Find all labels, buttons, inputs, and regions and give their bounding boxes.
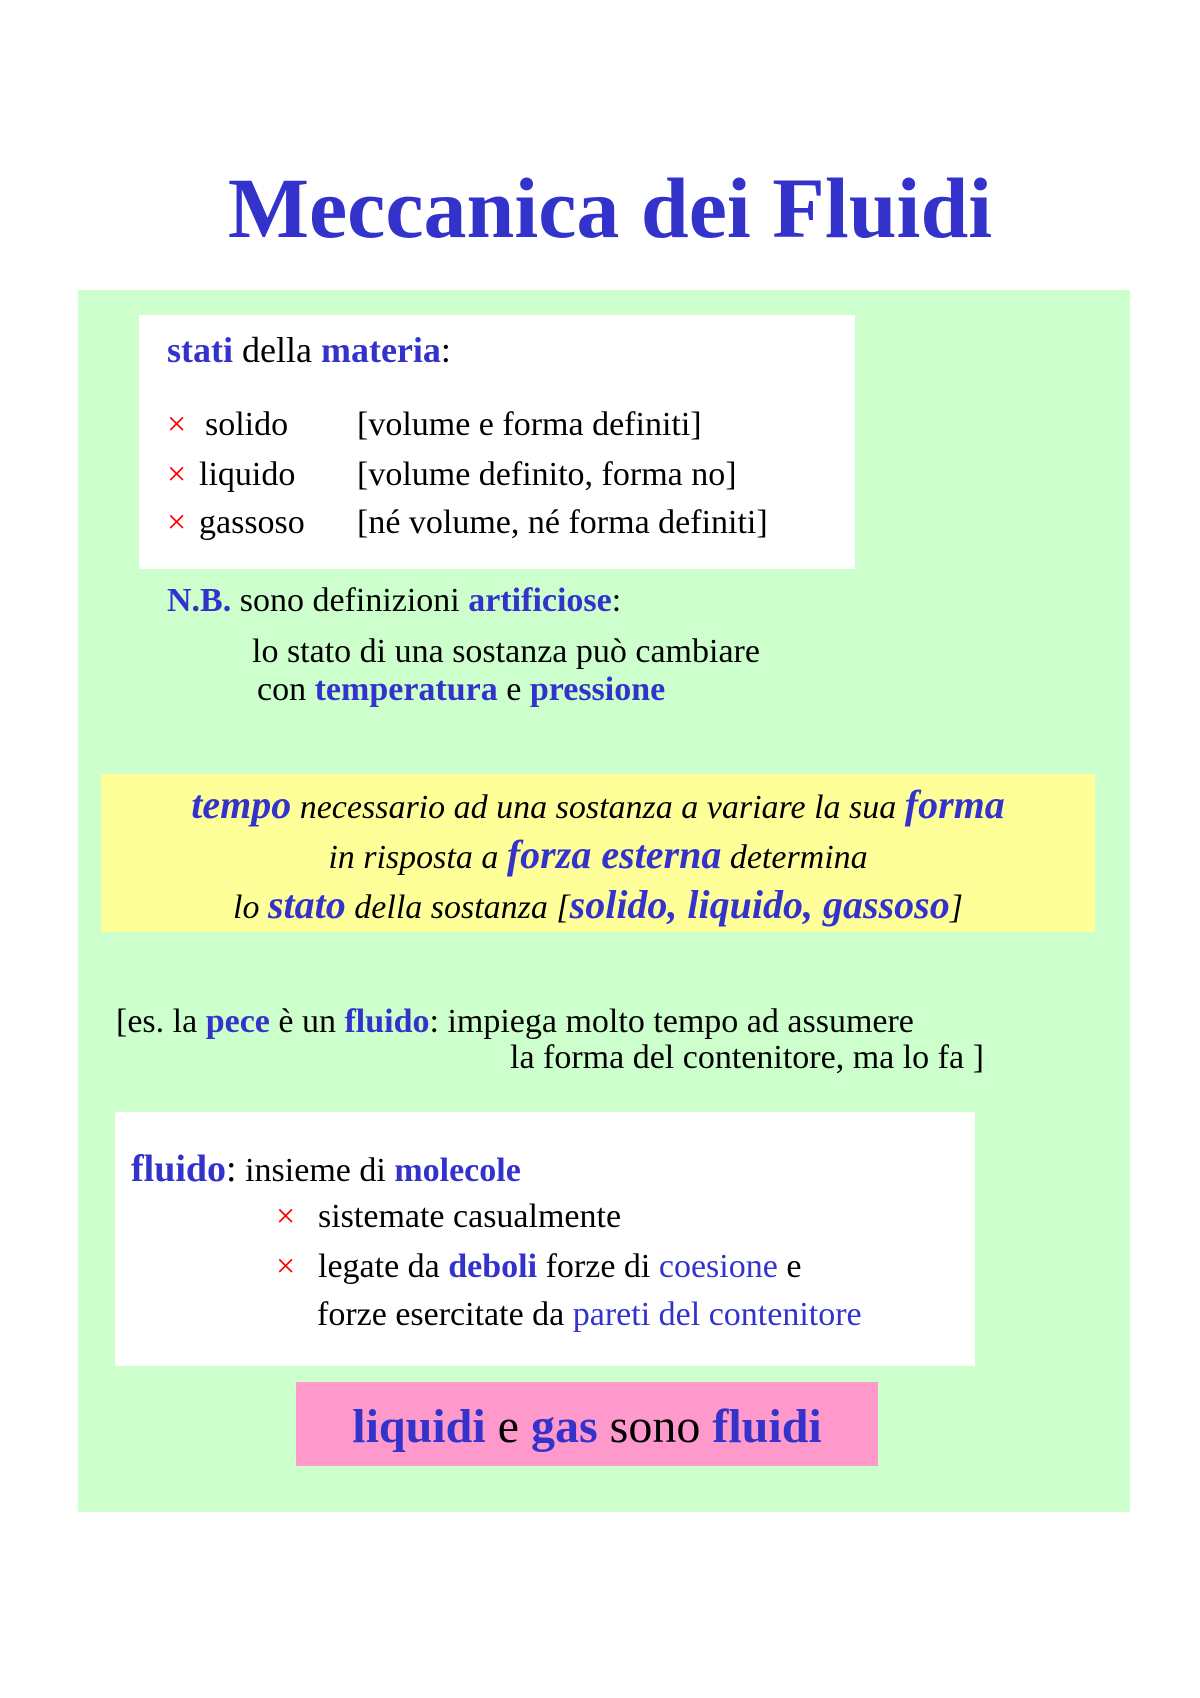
example-line-2: la forma del contenitore, ma lo fa ] — [510, 1039, 984, 1076]
highlight-bracket-open: [ — [556, 889, 570, 926]
kw-solido-liquido-gassoso: solido, liquido, gassoso — [569, 882, 950, 927]
heading-colon: : — [440, 330, 451, 370]
state-desc-gassoso: [né volume, né forma definiti] — [357, 504, 768, 541]
highlight-text-3a: lo — [233, 889, 268, 926]
example-text-post: : impiega molto tempo ad assumere — [429, 1003, 914, 1040]
kw-deboli: deboli — [448, 1248, 538, 1285]
states-heading — [167, 332, 451, 368]
state-desc-solido: [volume e forma definiti] — [357, 406, 702, 443]
kw-fluido: fluido — [131, 1148, 227, 1190]
nb-label: N.B. — [167, 582, 232, 619]
bullet-marker: × — [167, 504, 187, 541]
fluid-b3-text: forze esercitate da — [317, 1296, 573, 1333]
nb-line3-text: con — [257, 671, 315, 708]
example-text-pre: [es. la — [116, 1003, 206, 1040]
kw-forma: forma — [904, 782, 1005, 827]
example-text-mid: è un — [269, 1003, 345, 1040]
conclusion-t2: sono — [597, 1400, 713, 1453]
fluid-colon: : — [226, 1148, 237, 1190]
state-name-gassoso: gassoso — [199, 504, 305, 541]
highlight-text-3b: della sostanza — [345, 889, 557, 926]
nb-line-3 — [257, 673, 665, 707]
state-name-solido: solido — [205, 406, 289, 443]
kw-pece: pece — [205, 1003, 270, 1040]
conclusion-t1: e — [485, 1400, 531, 1453]
kw-fluido-example: fluido — [344, 1003, 430, 1040]
page-title: Meccanica dei Fluidi — [227, 160, 993, 256]
kw-materia: materia — [320, 330, 441, 370]
example-line-1 — [116, 1005, 914, 1039]
highlight-line-3 — [101, 882, 1095, 927]
fluid-b2-text: legate da — [318, 1248, 449, 1285]
bullet-marker: × — [167, 406, 187, 443]
bullet-marker: × — [167, 456, 187, 493]
state-desc-liquido: [volume definito, forma no] — [357, 456, 737, 493]
kw-artificiose: artificiose — [468, 582, 612, 619]
fluid-heading — [131, 1150, 521, 1188]
highlight-line-1 — [101, 782, 1095, 827]
highlight-line-2 — [101, 832, 1095, 877]
kw-temperatura: temperatura — [314, 671, 498, 708]
kw-coesione: coesione — [658, 1248, 778, 1285]
conclusion-text — [296, 1400, 878, 1453]
nb-line-1 — [167, 584, 621, 618]
fluid-b2-mid: forze di — [537, 1248, 659, 1285]
bullet-marker: × — [276, 1248, 296, 1285]
fluid-bullet-2 — [318, 1250, 801, 1284]
nb-colon: : — [611, 582, 622, 619]
kw-forza-esterna: forza esterna — [506, 832, 722, 877]
kw-gas: gas — [530, 1400, 598, 1453]
highlight-text-2b: determina — [721, 839, 868, 876]
kw-pareti: pareti del contenitore — [572, 1296, 862, 1333]
nb-line3-mid: e — [497, 671, 530, 708]
fluid-bullet-1: sistemate casualmente — [318, 1198, 622, 1235]
kw-pressione: pressione — [529, 671, 666, 708]
highlight-text-1: necessario ad una sostanza a variare la sua — [291, 789, 905, 826]
kw-stato: stato — [267, 882, 346, 927]
kw-molecole: molecole — [394, 1152, 521, 1189]
heading-text: della — [233, 330, 321, 370]
kw-stati: stati — [167, 330, 233, 370]
highlight-bracket-close: ] — [949, 889, 963, 926]
bullet-marker: × — [276, 1198, 296, 1235]
kw-liquidi: liquidi — [352, 1400, 486, 1453]
fluid-bullet-2-cont — [317, 1298, 862, 1332]
highlight-text-2a: in risposta a — [328, 839, 507, 876]
kw-fluidi: fluidi — [712, 1400, 822, 1453]
nb-line-2: lo stato di una sostanza può cambiare — [252, 633, 760, 670]
kw-tempo: tempo — [191, 782, 292, 827]
fluid-text: insieme di — [236, 1152, 395, 1189]
nb-text: sono definizioni — [231, 582, 469, 619]
fluid-b2-post: e — [777, 1248, 802, 1285]
state-name-liquido: liquido — [199, 456, 296, 493]
